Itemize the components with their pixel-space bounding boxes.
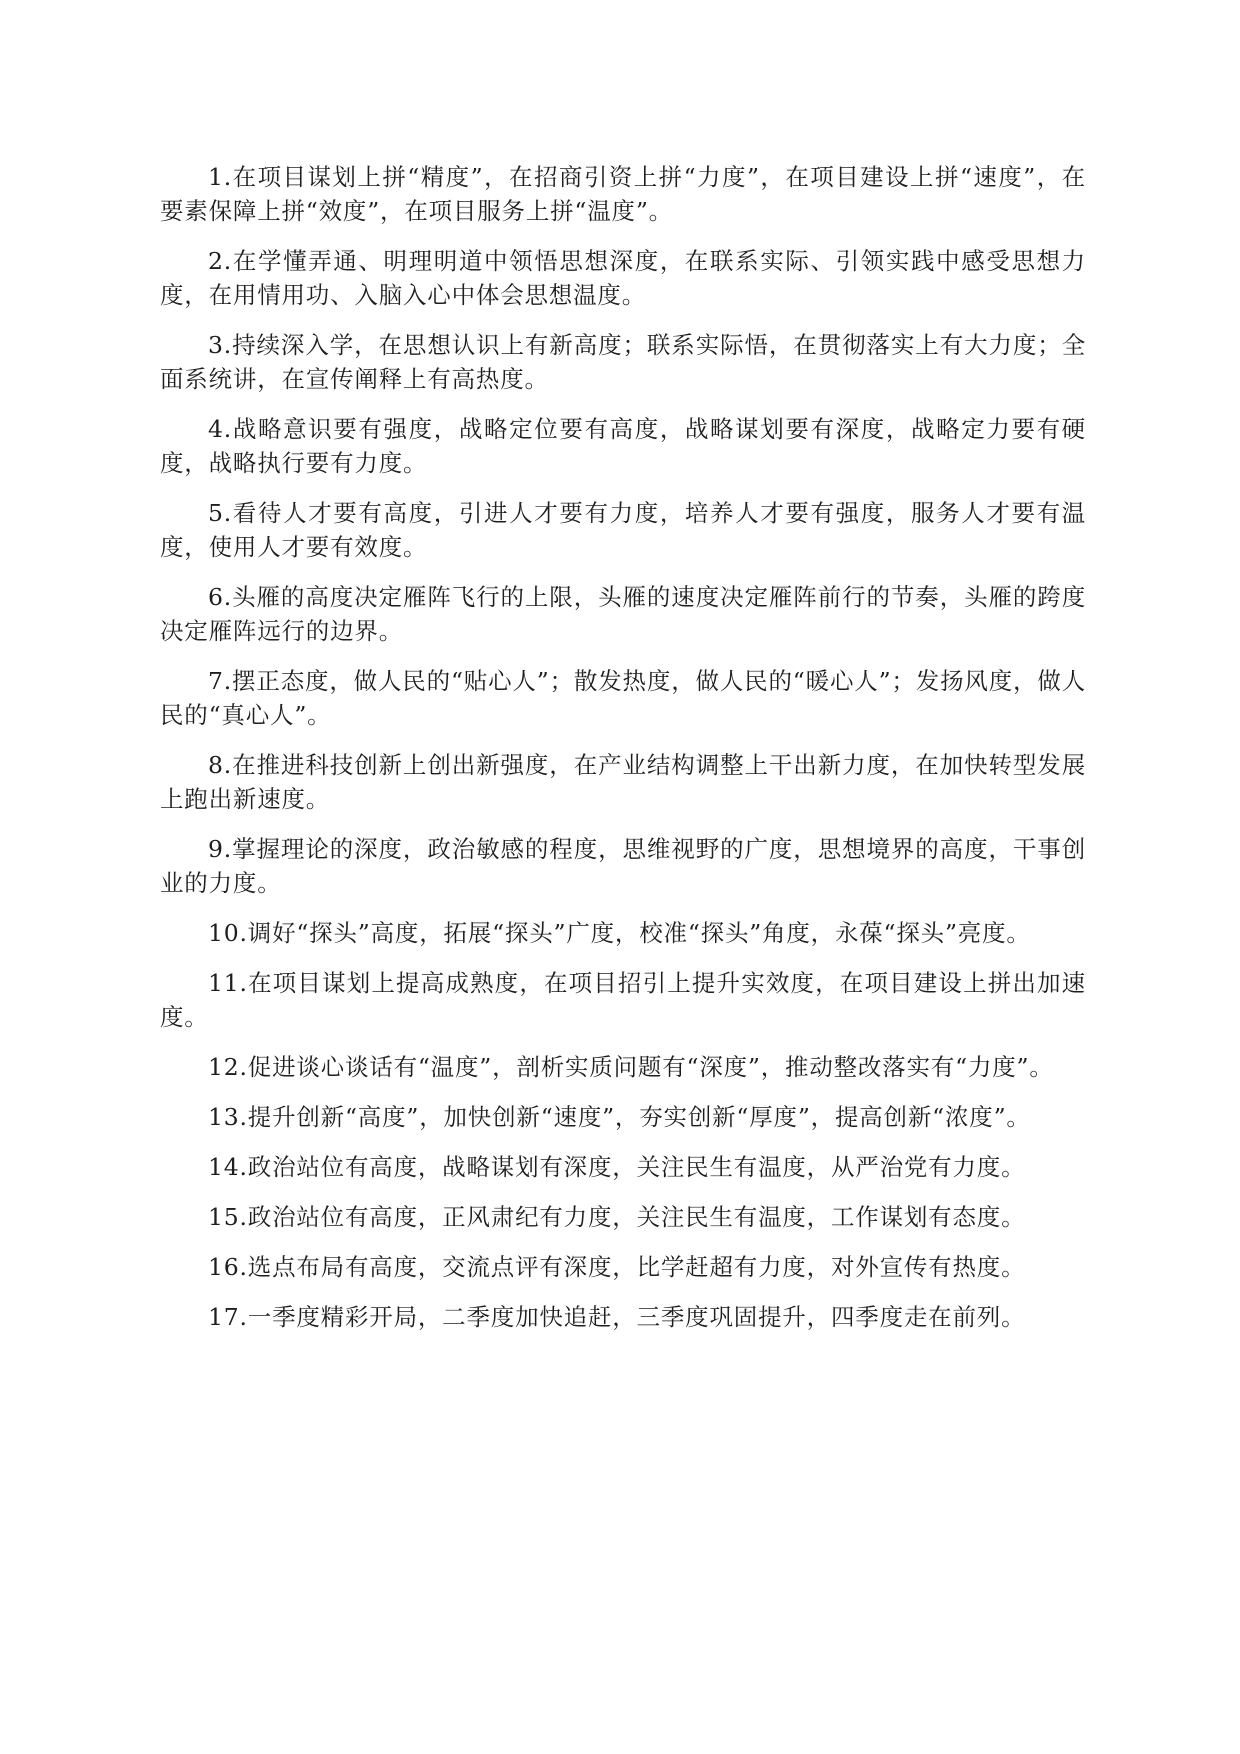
paragraph-14: 14.政治站位有高度，战略谋划有深度，关注民生有温度，从严治党有力度。 — [208, 1153, 1026, 1181]
paragraph-7: 7.摆正态度，做人民的“贴心人”；散发热度，做人民的“暖心人”；发扬风度，做人民的“真心人”。 — [160, 667, 1086, 729]
paragraph-2: 2.在学懂弄通、明理明道中领悟思想深度，在联系实际、引领实践中感受思想力度，在用情用功、入脑入心中体会思想温度。 — [160, 247, 1086, 309]
paragraph-9: 9.掌握理论的深度，政治敏感的程度，思维视野的广度，思想境界的高度，干事创业的力度。 — [160, 835, 1086, 897]
paragraph-3: 3.持续深入学，在思想认识上有新高度；联系实际悟，在贯彻落实上有大力度；全面系统讲，在宣传阐释上有高热度。 — [160, 331, 1086, 393]
paragraph-11: 11.在项目谋划上提高成熟度，在项目招引上提升实效度，在项目建设上拼出加速度。 — [160, 969, 1086, 1031]
document-body — [160, 160, 1086, 1350]
paragraph-15: 15.政治站位有高度，正风肃纪有力度，关注民生有温度，工作谋划有态度。 — [208, 1203, 1026, 1231]
paragraph-13: 13.提升创新“高度”，加快创新“速度”，夯实创新“厚度”，提高创新“浓度”。 — [208, 1103, 1031, 1131]
paragraph-16: 16.选点布局有高度，交流点评有深度，比学赶超有力度，对外宣传有热度。 — [208, 1253, 1026, 1281]
paragraph-5: 5.看待人才要有高度，引进人才要有力度，培养人才要有强度，服务人才要有温度，使用人才要有效度。 — [160, 499, 1086, 561]
paragraph-17: 17.一季度精彩开局，二季度加快追赶，三季度巩固提升，四季度走在前列。 — [208, 1303, 1026, 1331]
paragraph-4: 4.战略意识要有强度，战略定位要有高度，战略谋划要有深度，战略定力要有硬度，战略执行要有力度。 — [160, 415, 1086, 477]
paragraph-1: 1.在项目谋划上拼“精度”，在招商引资上拼“力度”，在项目建设上拼“速度”，在要素保障上拼“效度”，在项目服务上拼“温度”。 — [160, 163, 1086, 225]
paragraph-6: 6.头雁的高度决定雁阵飞行的上限，头雁的速度决定雁阵前行的节奏，头雁的跨度决定雁阵远行的边界。 — [160, 583, 1086, 645]
paragraph-8: 8.在推进科技创新上创出新强度，在产业结构调整上干出新力度，在加快转型发展上跑出新速度。 — [160, 751, 1086, 813]
paragraph-10: 10.调好“探头”高度，拓展“探头”广度，校准“探头”角度，永葆“探头”亮度。 — [208, 919, 1031, 947]
paragraph-12: 12.促进谈心谈话有“温度”，剖析实质问题有“深度”，推动整改落实有“力度”。 — [208, 1053, 1054, 1081]
